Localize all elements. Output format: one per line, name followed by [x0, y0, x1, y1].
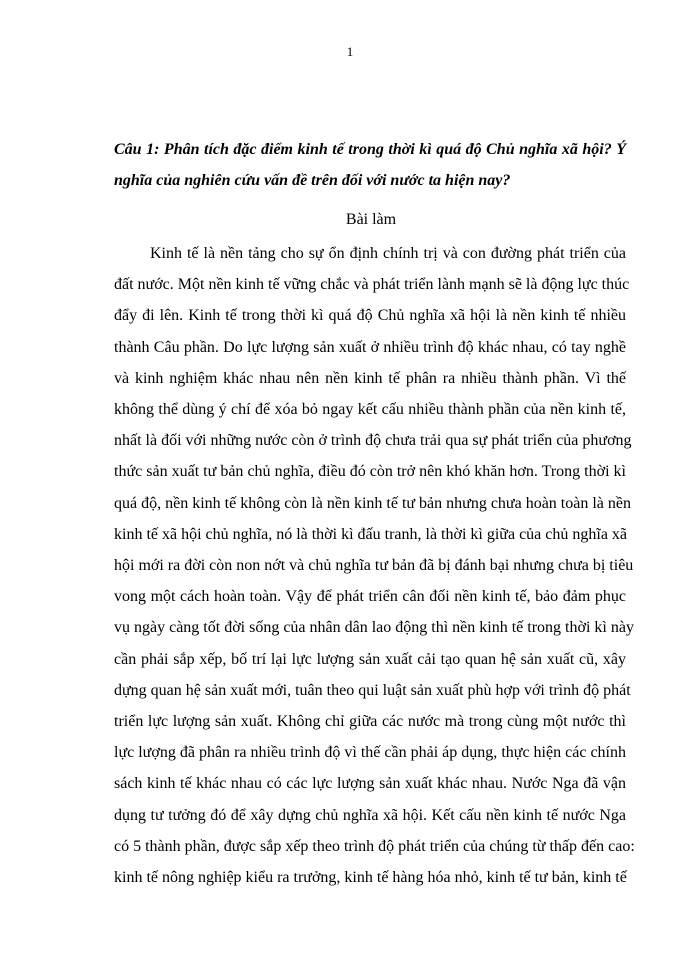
body-line: sách kinh tế khác nhau có các lực lượng sản xuất khác nhau. Nước Nga đã vận [114, 775, 626, 793]
body-line: thức sản xuất tư bản chủ nghĩa, điều đó còn trở nên khó khăn hơn. Trong thời kì [114, 463, 626, 481]
answer-body [114, 238, 635, 893]
question-heading: Câu 1: Phân tích đặc điểm kinh tế trong thời kì quá độ Chủ nghĩa xã hội? Ý nghĩa của nghiên cứu vấn đề trên đối với nước ta hiện nay? [114, 141, 626, 189]
body-line: và kinh nghiệm khác nhau nên nền kinh tế phân ra nhiều thành phần. Vì thế [114, 369, 626, 387]
body-line: có 5 thành phần, được sắp xếp theo trình độ phát triển của chúng từ thấp đến cao: [114, 837, 635, 855]
body-line: quá độ, nền kinh tế không còn là nền kinh tế tư bản nhưng chưa hoàn toàn là nền [114, 494, 631, 512]
body-line: Kinh tế là nền tảng cho sự ổn định chính trị và con đường phát triển của [150, 245, 626, 262]
body-line: dụng tư tưởng đó để xây dựng chủ nghĩa xã hội. Kết cấu nền kinh tế nước Nga [114, 806, 626, 824]
body-line: vong một cách hoàn toàn. Vậy để phát triển cân đối nền kinh tế, bảo đảm phục [114, 588, 626, 606]
answer-heading: Bài làm [345, 211, 397, 228]
body-line: đất nước. Một nền kinh tế vững chắc và phát triển lành mạnh sẽ là động lực thúc [114, 276, 630, 294]
body-line: đẩy đi lên. Kinh tế trong thời kì quá độ Chủ nghĩa xã hội là nền kinh tế nhiều [114, 307, 626, 325]
body-line: hội mới ra đời còn non nớt và chủ nghĩa tư bản đã bị đánh bại nhưng chưa bị tiêu [114, 557, 634, 575]
body-line: kinh tế xã hội chủ nghĩa, nó là thời kì đấu tranh, là thời kì giữa của chủ nghĩa xã [114, 525, 628, 543]
body-line: dựng quan hệ sản xuất mới, tuân theo qui luật sản xuất phù hợp với trình độ phát [114, 681, 631, 699]
body-line: nhất là đối với những nước còn ở trình độ chưa trải qua sự phát triển của phương [114, 432, 632, 450]
body-line: vụ ngày càng tốt đời sống của nhân dân lao động thì nền kinh tế trong thời kì này [114, 619, 634, 637]
body-line: lực lượng đã phân ra nhiều trình độ vì thế cần phải áp dụng, thực hiện các chính [114, 744, 626, 762]
body-line: thành Câu phần. Do lực lượng sản xuất ở nhiều trình độ khác nhau, có tay nghề [114, 338, 626, 356]
body-line: không thể dùng ý chí để xóa bỏ ngay kết cấu nhiều thành phần của nền kinh tế, [114, 401, 626, 419]
body-line: triển lực lượng sản xuất. Không chỉ giữa các nước mà trong cùng một nước thì [114, 713, 626, 731]
body-line: cần phải sắp xếp, bố trí lại lực lượng sản xuất cải tạo quan hệ sản xuất cũ, xây [114, 650, 626, 668]
body-line: kinh tế nông nghiệp kiểu ra trưởng, kinh tế hàng hóa nhỏ, kinh tế tư bản, kinh tế [114, 869, 627, 887]
page-number: 1 [346, 44, 354, 59]
